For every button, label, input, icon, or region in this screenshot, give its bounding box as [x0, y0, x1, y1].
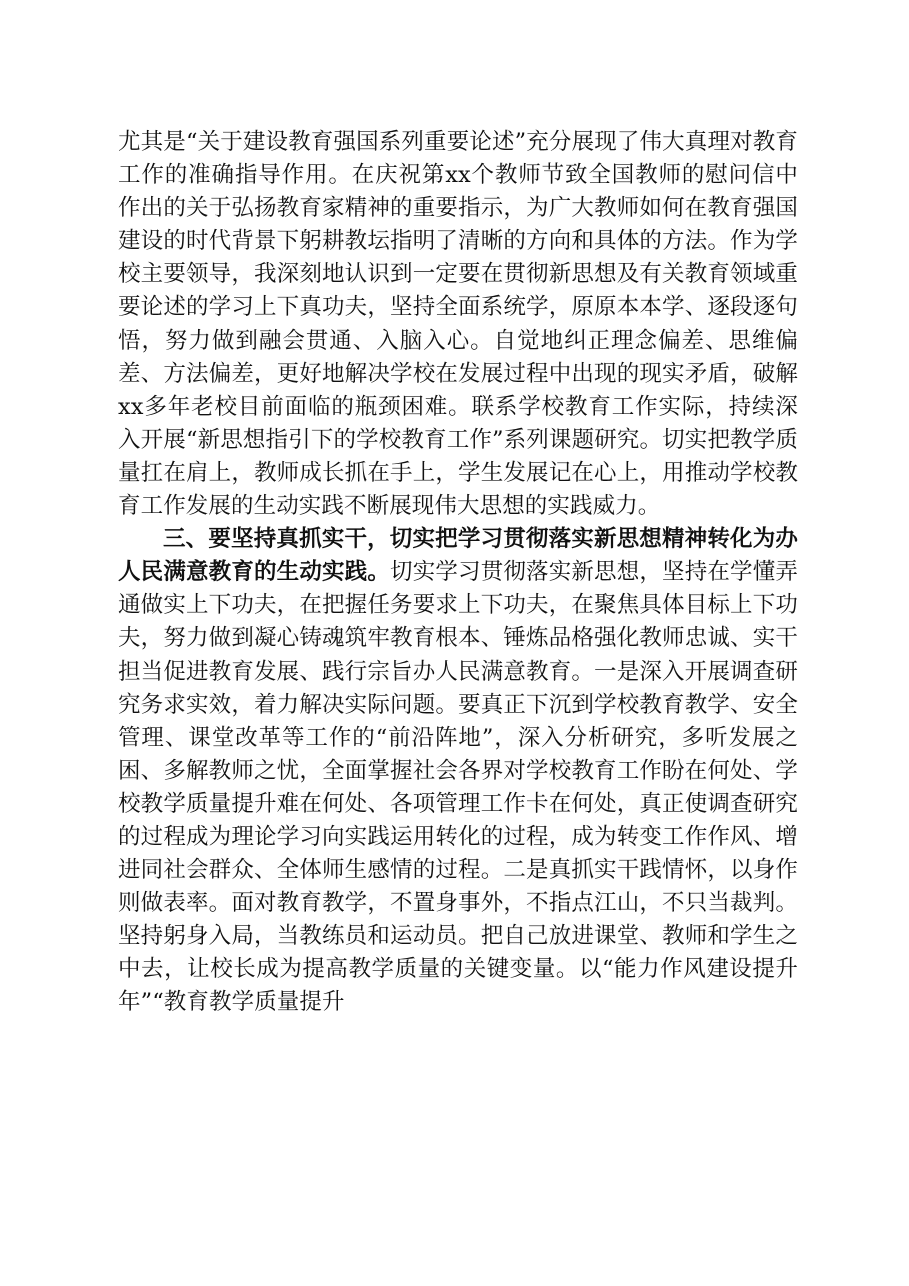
paragraph-section-three — [118, 523, 798, 1019]
document-body — [118, 126, 798, 1020]
section-three-body: 切实学习贯彻落实新思想，坚持在学懂弄通做实上下功夫，在把握任务要求上下功夫，在聚焦具体目标上下功夫，努力做到凝心铸魂筑牢教育根本、锤炼品格强化教师忠诚、实干担当促进教育发展、践行宗旨办人民满意教育。一是深入开展调查研究务求实效，着力解决实际问题。要真正下沉到学校教育教学、安全管理、课堂改革等工作的“前沿阵地”，深入分析研究，多听发展之困、多解教师之忧，全面掌握社会各界对学校教育工作盼在何处、学校教学质量提升难在何处、各项管理工作卡在何处，真正使调查研究的过程成为理论学习向实践运用转化的过程，成为转变工作作风、增进同社会群众、全体师生感情的过程。二是真抓实干践情怀，以身作则做表率。面对教育教学，不置身事外，不指点江山，不只当裁判。坚持躬身入局，当教练员和运动员。把自己放进课堂、教师和学生之中去，让校长成为提高教学质量的关键变量。以“能力作风建设提升年”“教育教学质量提升 — [118, 559, 798, 1016]
paragraph-continuation: 尤其是“关于建设教育强国系列重要论述”充分展现了伟大真理对教育工作的准确指导作用。在庆祝第xx个教师节致全国教师的慰问信中作出的关于弘扬教育家精神的重要指示，为广大教师如何在教育强国建设的时代背景下躬耕教坛指明了清晰的方向和具体的方法。作为学校主要领导，我深刻地认识到一定要在贯彻新思想及有关教育领域重要论述的学习上下真功夫，坚持全面系统学，原原本本学、逐段逐句悟，努力做到融会贯通、入脑入心。自觉地纠正理念偏差、思维偏差、方法偏差，更好地解决学校在发展过程中出现的现实矛盾，破解xx多年老校目前面临的瓶颈困难。联系学校教育工作实际，持续深入开展“新思想指引下的学校教育工作”系列课题研究。切实把教学质量扛在肩上，教师成长抓在手上，学生发展记在心上，用推动学校教育工作发展的生动实践不断展现伟大思想的实践威力。 — [118, 129, 798, 520]
section-three-heading: 三、要坚持真抓实干，切实把学习贯彻落实新思想精神转化为办人民满意教育的生动实践。 — [118, 526, 798, 586]
